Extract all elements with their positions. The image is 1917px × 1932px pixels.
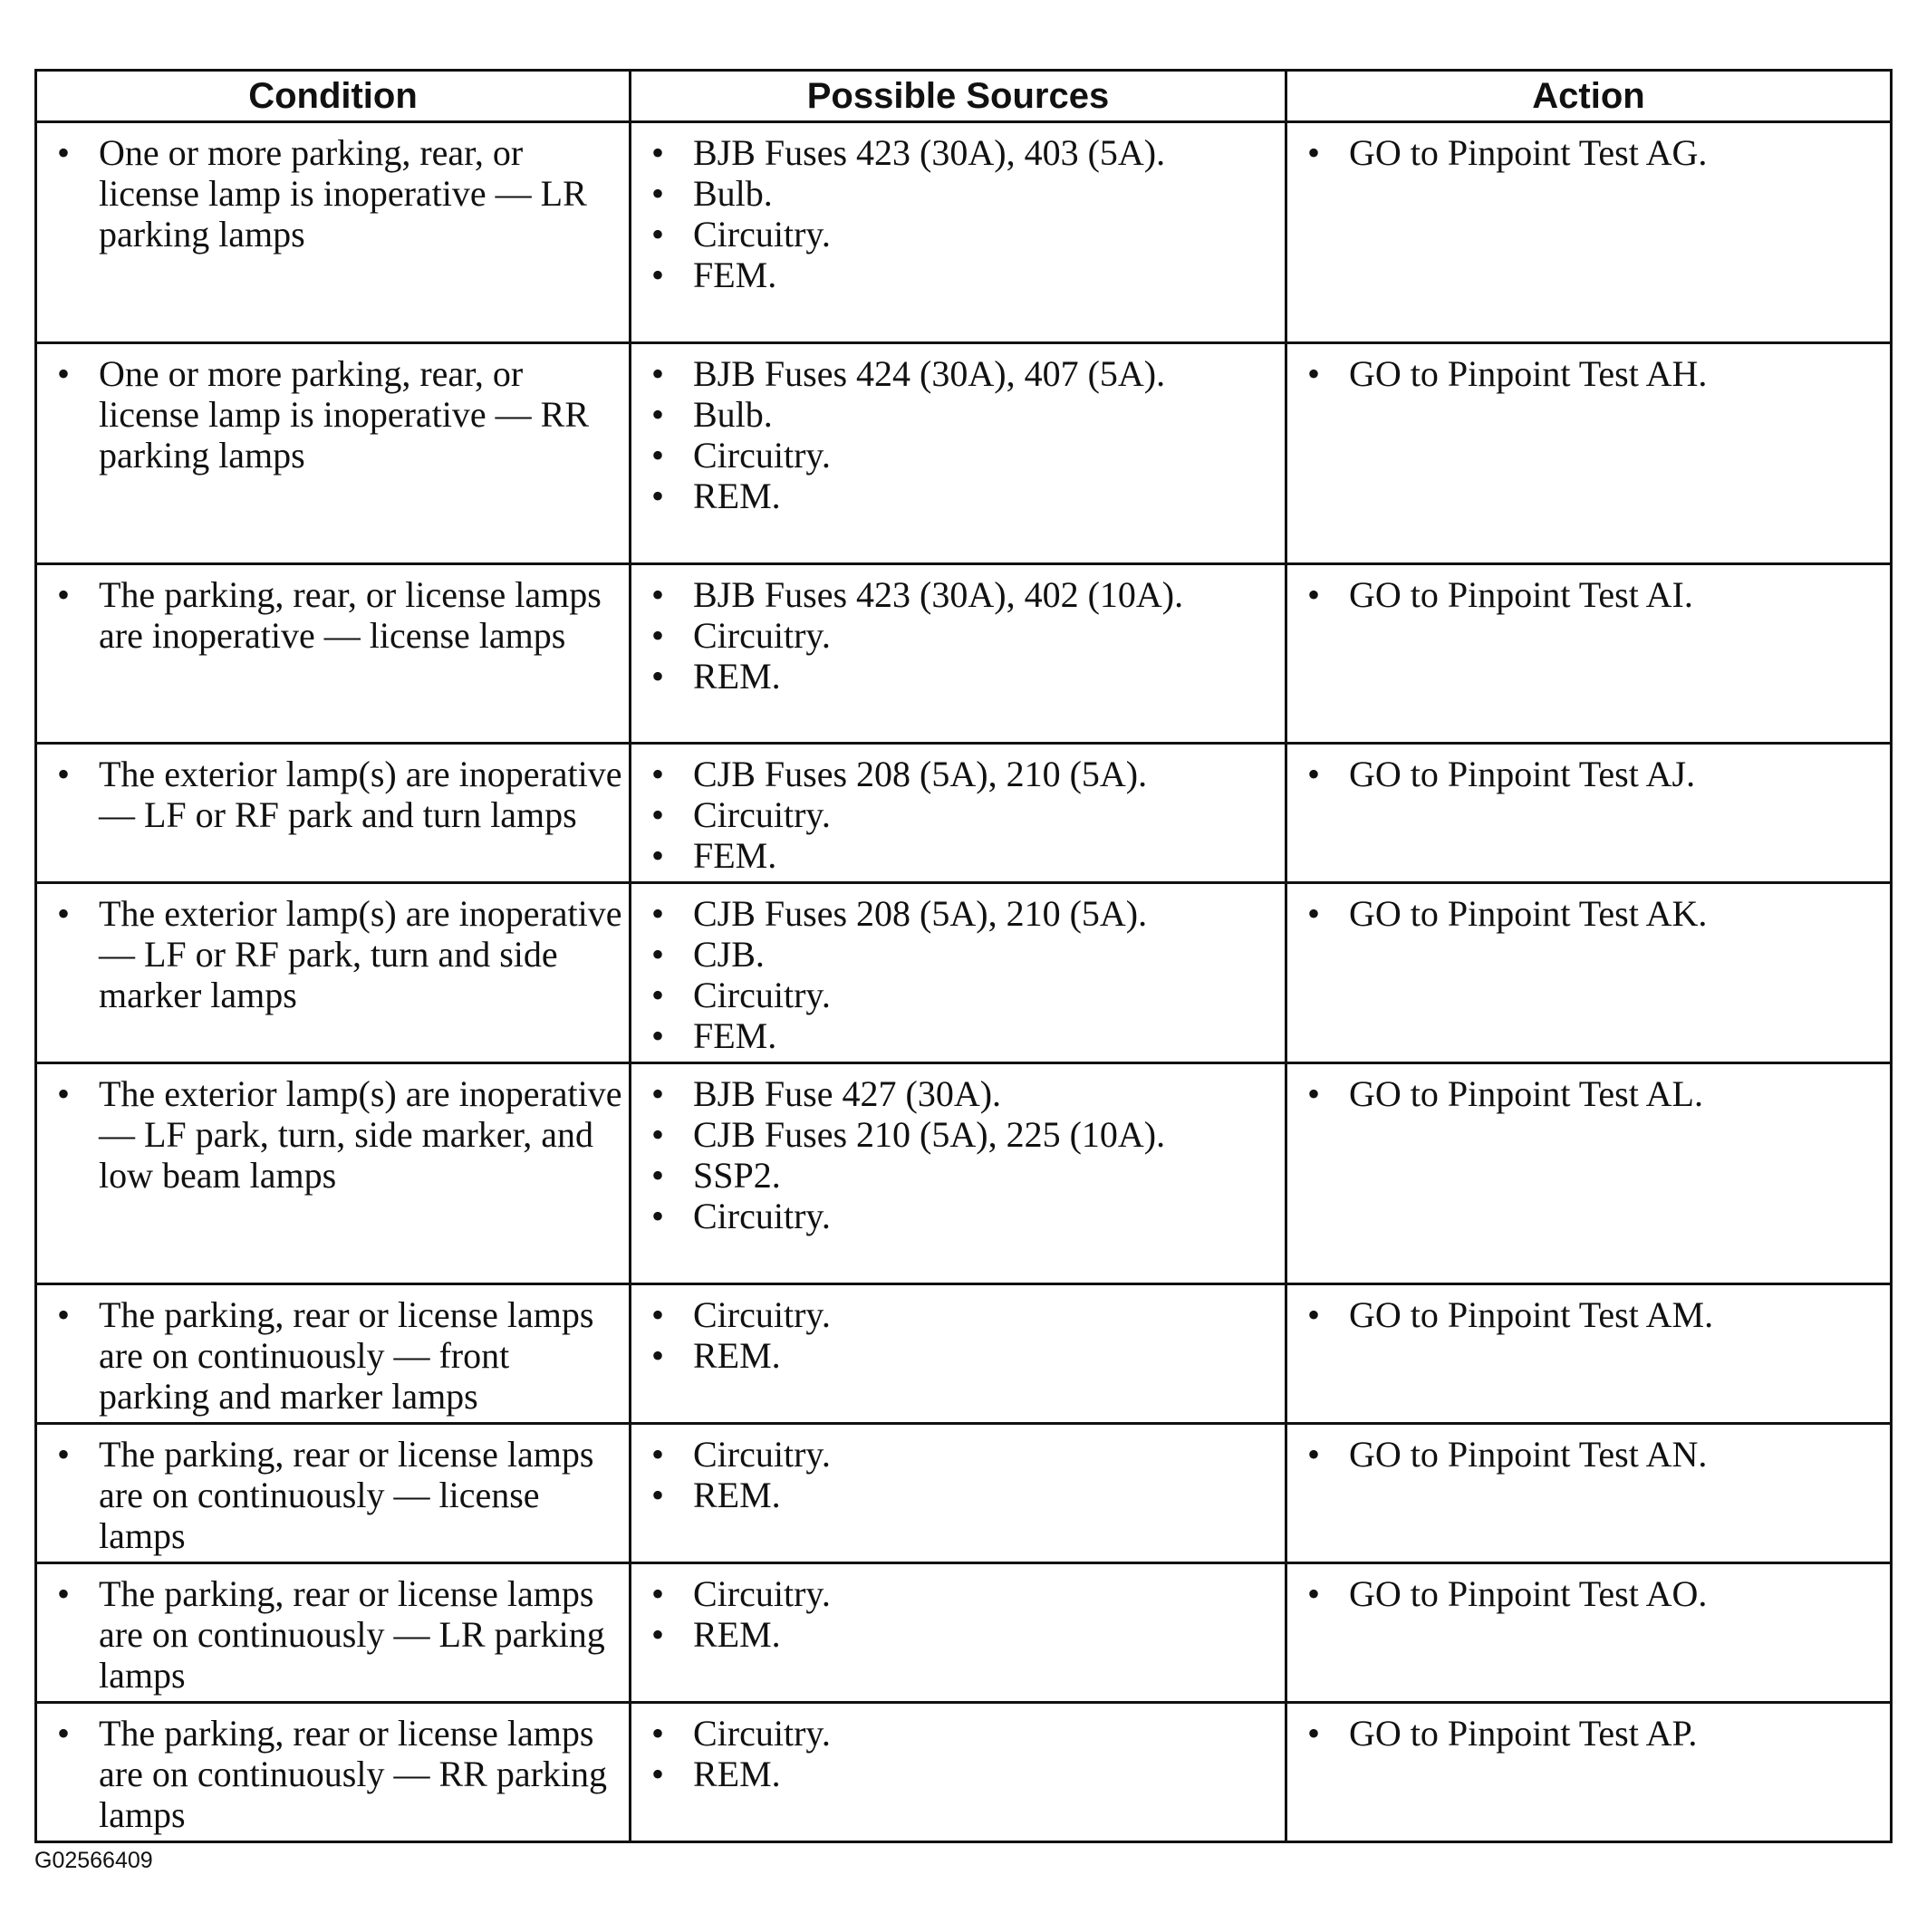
list-item-text: GO to Pinpoint Test AL. [1349, 1073, 1703, 1114]
list-item [637, 173, 1279, 214]
list-item [43, 1573, 623, 1696]
bullet-list [637, 132, 1279, 295]
bullet-icon: • [1306, 893, 1320, 934]
bullet-list [637, 1573, 1279, 1655]
bullet-icon: • [56, 1573, 70, 1614]
bullet-icon: • [1306, 353, 1320, 394]
bullet-icon: • [56, 353, 70, 394]
list-item [43, 353, 623, 476]
bullet-list [637, 754, 1279, 876]
list-item [43, 754, 623, 835]
bullet-icon: • [56, 1294, 70, 1335]
bullet-list [1293, 1294, 1884, 1335]
condition-cell [36, 744, 631, 883]
list-item [637, 615, 1279, 656]
list-item-text: BJB Fuse 427 (30A). [693, 1073, 1002, 1114]
bullet-list [1293, 1073, 1884, 1114]
bullet-list [43, 1573, 623, 1696]
bullet-list [637, 1294, 1279, 1376]
list-item-text: FEM. [693, 255, 777, 295]
list-item [637, 893, 1279, 934]
table-row [36, 744, 1892, 883]
possible-sources-cell [631, 1703, 1286, 1842]
list-item [637, 1475, 1279, 1515]
bullet-icon: • [1306, 1573, 1320, 1614]
list-item [1293, 574, 1884, 615]
list-item-text: Circuitry. [693, 615, 831, 656]
bullet-icon: • [56, 1713, 70, 1754]
bullet-list [1293, 1713, 1884, 1754]
bullet-list [1293, 754, 1884, 794]
action-cell [1286, 343, 1892, 564]
list-item [43, 132, 623, 255]
list-item [43, 574, 623, 656]
list-item-text: CJB Fuses 208 (5A), 210 (5A). [693, 893, 1148, 934]
list-item [637, 934, 1279, 975]
figure-code: G02566409 [34, 1848, 153, 1873]
bullet-list [637, 1713, 1279, 1794]
possible-sources-cell [631, 1563, 1286, 1703]
bullet-icon: • [650, 173, 664, 214]
table-header-row [36, 71, 1892, 122]
bullet-list [43, 754, 623, 835]
list-item [637, 1294, 1279, 1335]
bullet-list [43, 1713, 623, 1835]
bullet-icon: • [1306, 132, 1320, 173]
bullet-icon: • [1306, 1294, 1320, 1335]
action-cell [1286, 122, 1892, 343]
list-item [637, 255, 1279, 295]
list-item-text: GO to Pinpoint Test AJ. [1349, 754, 1696, 794]
bullet-list [1293, 1434, 1884, 1475]
bullet-icon: • [56, 1434, 70, 1475]
condition-cell [36, 343, 631, 564]
list-item-text: Circuitry. [693, 435, 831, 476]
header-action: Action [1286, 71, 1892, 122]
table-row [36, 1703, 1892, 1842]
list-item-text: The parking, rear or license lamps are on continuously — front parking and marker lamps [99, 1294, 594, 1417]
list-item-text: Circuitry. [693, 1434, 831, 1475]
list-item [637, 1155, 1279, 1196]
condition-cell [36, 1063, 631, 1284]
condition-cell [36, 1424, 631, 1563]
list-item [1293, 1573, 1884, 1614]
bullet-list [43, 353, 623, 476]
possible-sources-cell [631, 744, 1286, 883]
condition-cell [36, 1703, 631, 1842]
bullet-icon: • [1306, 1713, 1320, 1754]
condition-cell [36, 122, 631, 343]
bullet-icon: • [650, 835, 664, 876]
diagnostic-table [34, 69, 1893, 1843]
bullet-icon: • [650, 214, 664, 255]
possible-sources-cell [631, 883, 1286, 1063]
bullet-icon: • [56, 893, 70, 934]
bullet-icon: • [56, 754, 70, 794]
list-item-text: REM. [693, 1475, 781, 1515]
list-item-text: FEM. [693, 1015, 777, 1056]
bullet-icon: • [650, 1614, 664, 1655]
bullet-icon: • [1306, 1073, 1320, 1114]
list-item-text: GO to Pinpoint Test AO. [1349, 1573, 1708, 1614]
bullet-icon: • [650, 1754, 664, 1794]
list-item-text: Circuitry. [693, 975, 831, 1015]
list-item-text: The exterior lamp(s) are inoperative — LF park, turn, side marker, and low beam lamps [99, 1073, 622, 1196]
bullet-list [637, 1434, 1279, 1515]
list-item [1293, 754, 1884, 794]
bullet-icon: • [650, 353, 664, 394]
condition-cell [36, 1563, 631, 1703]
list-item [1293, 1434, 1884, 1475]
list-item-text: One or more parking, rear, or license lamp is inoperative — RR parking lamps [99, 353, 589, 476]
diagnostic-table-container [34, 69, 1890, 1843]
action-cell [1286, 744, 1892, 883]
bullet-list [637, 1073, 1279, 1236]
list-item [637, 794, 1279, 835]
table-row [36, 1563, 1892, 1703]
bullet-list [43, 574, 623, 656]
list-item [637, 394, 1279, 435]
list-item [1293, 132, 1884, 173]
list-item-text: GO to Pinpoint Test AG. [1349, 132, 1708, 173]
list-item [1293, 353, 1884, 394]
list-item [637, 1015, 1279, 1056]
list-item-text: The exterior lamp(s) are inoperative — LF or RF park and turn lamps [99, 754, 622, 835]
bullet-icon: • [650, 893, 664, 934]
list-item [637, 132, 1279, 173]
list-item-text: The parking, rear, or license lamps are inoperative — license lamps [99, 574, 602, 656]
list-item-text: BJB Fuses 423 (30A), 402 (10A). [693, 574, 1184, 615]
possible-sources-cell [631, 122, 1286, 343]
bullet-icon: • [650, 435, 664, 476]
list-item-text: Circuitry. [693, 1196, 831, 1236]
action-cell [1286, 1703, 1892, 1842]
bullet-icon: • [650, 1073, 664, 1114]
possible-sources-cell [631, 564, 1286, 744]
bullet-list [43, 1434, 623, 1556]
bullet-icon: • [1306, 574, 1320, 615]
table-row [36, 122, 1892, 343]
list-item [637, 835, 1279, 876]
list-item [43, 893, 623, 1015]
bullet-icon: • [650, 574, 664, 615]
list-item-text: REM. [693, 1335, 781, 1376]
bullet-icon: • [650, 656, 664, 697]
list-item-text: One or more parking, rear, or license lamp is inoperative — LR parking lamps [99, 132, 587, 255]
list-item [1293, 893, 1884, 934]
list-item-text: REM. [693, 656, 781, 697]
bullet-icon: • [56, 574, 70, 615]
table-row [36, 564, 1892, 744]
bullet-icon: • [650, 1155, 664, 1196]
list-item-text: GO to Pinpoint Test AM. [1349, 1294, 1714, 1335]
list-item [637, 1335, 1279, 1376]
list-item [637, 353, 1279, 394]
action-cell [1286, 1284, 1892, 1424]
list-item-text: GO to Pinpoint Test AN. [1349, 1434, 1708, 1475]
bullet-icon: • [650, 1196, 664, 1236]
list-item [43, 1294, 623, 1417]
table-row [36, 1063, 1892, 1284]
list-item-text: CJB. [693, 934, 765, 975]
list-item-text: SSP2. [693, 1155, 781, 1196]
bullet-icon: • [650, 615, 664, 656]
bullet-list [1293, 893, 1884, 934]
action-cell [1286, 883, 1892, 1063]
list-item [43, 1713, 623, 1835]
bullet-icon: • [650, 132, 664, 173]
list-item [637, 574, 1279, 615]
list-item-text: GO to Pinpoint Test AP. [1349, 1713, 1698, 1754]
list-item [43, 1434, 623, 1556]
header-possible-sources: Possible Sources [631, 71, 1286, 122]
bullet-list [43, 1294, 623, 1417]
list-item [637, 754, 1279, 794]
list-item-text: GO to Pinpoint Test AK. [1349, 893, 1708, 934]
bullet-icon: • [1306, 754, 1320, 794]
table-row [36, 343, 1892, 564]
list-item [637, 656, 1279, 697]
bullet-icon: • [650, 476, 664, 516]
header-condition: Condition [36, 71, 631, 122]
list-item [637, 476, 1279, 516]
bullet-list [637, 353, 1279, 516]
action-cell [1286, 1563, 1892, 1703]
list-item-text: Circuitry. [693, 214, 831, 255]
bullet-icon: • [650, 1015, 664, 1056]
list-item-text: REM. [693, 1754, 781, 1794]
bullet-icon: • [650, 1713, 664, 1754]
list-item [637, 975, 1279, 1015]
condition-cell [36, 1284, 631, 1424]
bullet-list [1293, 1573, 1884, 1614]
list-item-text: REM. [693, 476, 781, 516]
list-item-text: Circuitry. [693, 1713, 831, 1754]
list-item-text: The exterior lamp(s) are inoperative — LF or RF park, turn and side marker lamps [99, 893, 622, 1015]
list-item-text: Circuitry. [693, 1573, 831, 1614]
list-item-text: Bulb. [693, 173, 773, 214]
bullet-list [637, 574, 1279, 697]
bullet-icon: • [650, 794, 664, 835]
list-item [637, 1614, 1279, 1655]
list-item-text: The parking, rear or license lamps are on continuously — LR parking lamps [99, 1573, 605, 1696]
list-item-text: FEM. [693, 835, 777, 876]
list-item-text: GO to Pinpoint Test AI. [1349, 574, 1693, 615]
list-item [637, 1573, 1279, 1614]
bullet-list [1293, 353, 1884, 394]
bullet-list [1293, 132, 1884, 173]
list-item [637, 1196, 1279, 1236]
list-item-text: Circuitry. [693, 794, 831, 835]
bullet-icon: • [650, 1434, 664, 1475]
list-item [43, 1073, 623, 1196]
bullet-icon: • [650, 934, 664, 975]
list-item-text: GO to Pinpoint Test AH. [1349, 353, 1708, 394]
bullet-icon: • [650, 1294, 664, 1335]
bullet-icon: • [650, 255, 664, 295]
list-item-text: The parking, rear or license lamps are on continuously — license lamps [99, 1434, 594, 1556]
bullet-icon: • [650, 394, 664, 435]
list-item-text: CJB Fuses 210 (5A), 225 (10A). [693, 1114, 1166, 1155]
bullet-list [1293, 574, 1884, 615]
possible-sources-cell [631, 343, 1286, 564]
bullet-icon: • [56, 1073, 70, 1114]
list-item [637, 214, 1279, 255]
bullet-icon: • [650, 1573, 664, 1614]
bullet-list [43, 132, 623, 255]
bullet-icon: • [650, 1475, 664, 1515]
bullet-icon: • [650, 1114, 664, 1155]
list-item-text: REM. [693, 1614, 781, 1655]
possible-sources-cell [631, 1284, 1286, 1424]
list-item [1293, 1713, 1884, 1754]
list-item [637, 1434, 1279, 1475]
list-item-text: CJB Fuses 208 (5A), 210 (5A). [693, 754, 1148, 794]
table-row [36, 1424, 1892, 1563]
list-item [637, 435, 1279, 476]
list-item [1293, 1073, 1884, 1114]
list-item [637, 1713, 1279, 1754]
bullet-icon: • [650, 754, 664, 794]
list-item-text: BJB Fuses 424 (30A), 407 (5A). [693, 353, 1166, 394]
bullet-list [43, 1073, 623, 1196]
bullet-icon: • [1306, 1434, 1320, 1475]
action-cell [1286, 1063, 1892, 1284]
list-item [1293, 1294, 1884, 1335]
list-item [637, 1073, 1279, 1114]
possible-sources-cell [631, 1063, 1286, 1284]
condition-cell [36, 883, 631, 1063]
table-row [36, 1284, 1892, 1424]
table-row [36, 883, 1892, 1063]
list-item-text: Bulb. [693, 394, 773, 435]
list-item-text: BJB Fuses 423 (30A), 403 (5A). [693, 132, 1166, 173]
list-item [637, 1114, 1279, 1155]
bullet-icon: • [650, 1335, 664, 1376]
bullet-list [43, 893, 623, 1015]
action-cell [1286, 1424, 1892, 1563]
bullet-list [637, 893, 1279, 1056]
action-cell [1286, 564, 1892, 744]
list-item-text: Circuitry. [693, 1294, 831, 1335]
possible-sources-cell [631, 1424, 1286, 1563]
bullet-icon: • [56, 132, 70, 173]
condition-cell [36, 564, 631, 744]
table-body [36, 122, 1892, 1842]
list-item-text: The parking, rear or license lamps are on continuously — RR parking lamps [99, 1713, 608, 1835]
bullet-icon: • [650, 975, 664, 1015]
list-item [637, 1754, 1279, 1794]
